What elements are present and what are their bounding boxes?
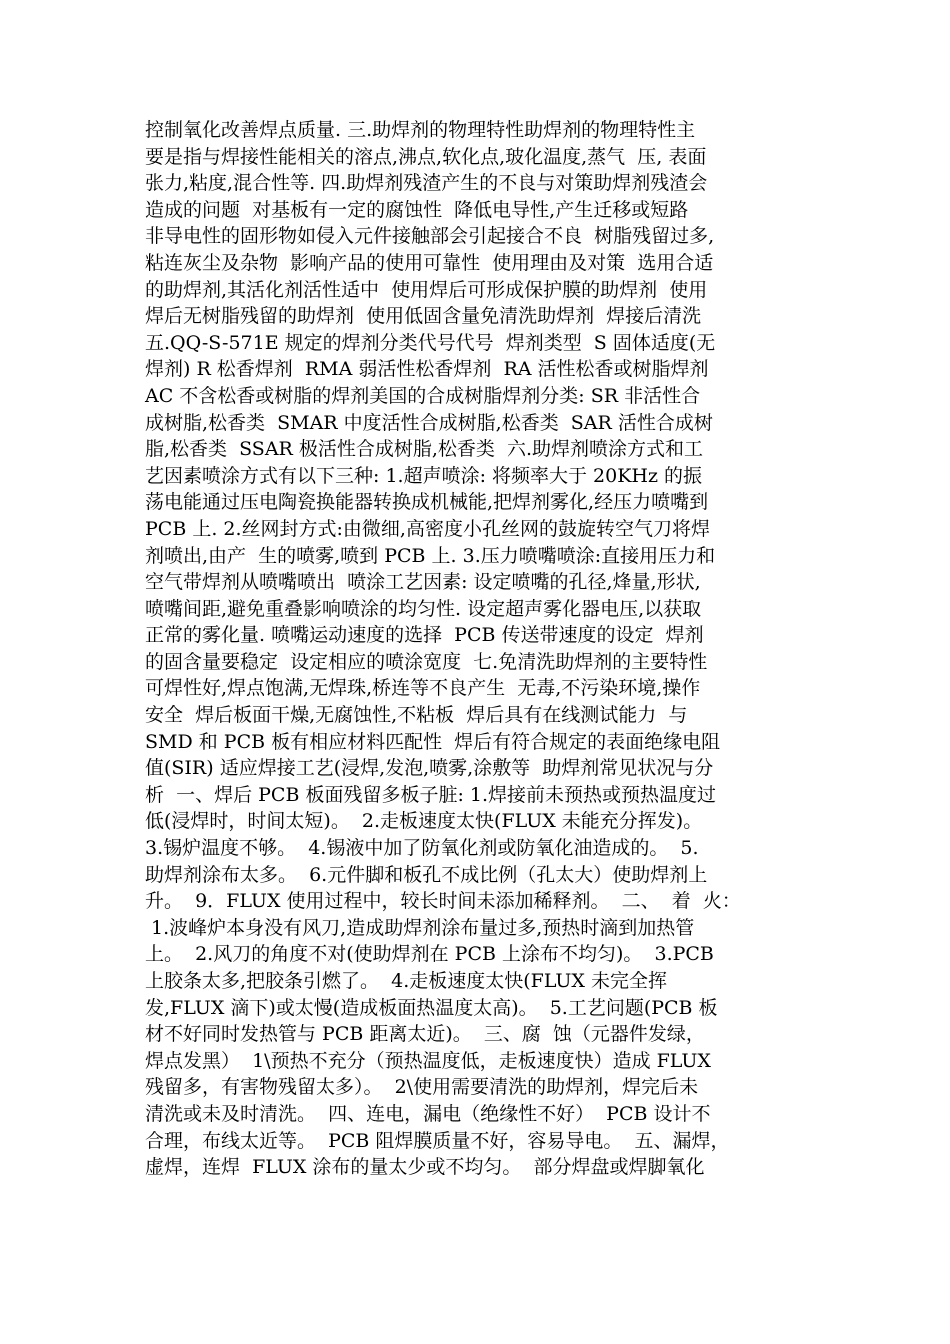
text-line: 助焊剂涂布太多。 6.元件脚和板孔不成比例（孔太大）使助焊剂上	[145, 863, 708, 886]
text-line: 发,FLUX 滴下)或太慢(造成板面热温度太高)。 5.工艺问题(PCB 板	[145, 996, 718, 1019]
text-line: 上。 2.风刀的角度不对(使助焊剂在 PCB 上涂布不均匀)。 3.PCB	[145, 943, 714, 966]
text-line: 正常的雾化量. 喷嘴运动速度的选择 PCB 传送带速度的设定 焊剂	[145, 624, 704, 647]
text-line: 3.锡炉温度不够。 4.锡液中加了防氧化剂或防氧化油造成的。 5.	[145, 837, 699, 860]
text-line: 的固含量要稳定 设定相应的喷涂宽度 七.免清洗助焊剂的主要特性	[145, 650, 708, 673]
text-line: AC 不含松香或树脂的焊剂美国的合成树脂焊剂分类: SR 非活性合	[145, 384, 701, 407]
text-line: 空气带焊剂从喷嘴喷出 喷涂工艺因素: 设定喷嘴的孔径,烽量,形状,	[145, 571, 701, 594]
text-line: 喷嘴间距,避免重叠影响喷涂的均匀性. 设定超声雾化器电压,以获取	[145, 597, 702, 620]
text-line: 焊剂) R 松香焊剂 RMA 弱活性松香焊剂 RA 活性松香或树脂焊剂	[145, 358, 709, 381]
text-line: 非导电性的固形物如侵入元件接触部会引起接合不良 树脂残留过多,	[145, 225, 715, 248]
text-line: 值(SIR) 适应焊接工艺(浸焊,发泡,喷雾,涂敷等 助焊剂常见状况与分	[145, 757, 714, 780]
document-body	[145, 117, 807, 1181]
text-line: 升。 9．FLUX 使用过程中，较长时间未添加稀释剂。 二、 着 火：	[145, 890, 741, 913]
text-line: 可焊性好,焊点饱满,无焊珠,桥连等不良产生 无毒,不污染环境,操作	[145, 677, 701, 700]
text-line: 材不好同时发热管与 PCB 距离太近)。 三、腐 蚀（元器件发绿，	[145, 1023, 705, 1046]
text-line: 的助焊剂,其活化剂活性适中 使用焊后可形成保护膜的助焊剂 使用	[145, 278, 708, 301]
text-line: 残留多，有害物残留太多）。 2\使用需要清洗的助焊剂，焊完后未	[145, 1076, 699, 1099]
text-line: 合理，布线太近等。 PCB 阻焊膜质量不好，容易导电。 五、漏焊，	[145, 1129, 730, 1152]
text-line: 安全 焊后板面干燥,无腐蚀性,不粘板 焊后具有在线测试能力 与	[145, 704, 688, 727]
text-line: 荡电能通过压电陶瓷换能器转换成机械能,把焊剂雾化,经压力喷嘴到	[145, 491, 709, 514]
text-line: 五.QQ-S-571E 规定的焊剂分类代号代号 焊剂类型 S 固体适度(无	[145, 331, 716, 354]
text-line: 低(浸焊时，时间太短)。 2.走板速度太快(FLUX 未能充分挥发)。	[145, 810, 703, 833]
text-line: 造成的问题 对基板有一定的腐蚀性 降低电导性,产生迁移或短路	[145, 198, 689, 221]
text-line: 1.波峰炉本身没有风刀,造成助焊剂涂布量过多,预热时滴到加热管	[145, 916, 695, 939]
text-line: 焊后无树脂残留的助焊剂 使用低固含量免清洗助焊剂 焊接后清洗	[145, 305, 702, 328]
text-line: 虚焊，连焊 FLUX 涂布的量太少或不均匀。 部分焊盘或焊脚氧化	[145, 1156, 705, 1179]
text-line: 控制氧化改善焊点质量. 三.助焊剂的物理特性助焊剂的物理特性主	[145, 119, 696, 141]
text-line: 焊点发黑） 1\预热不充分（预热温度低，走板速度快）造成 FLUX	[145, 1049, 711, 1072]
text-line: 上胶条太多,把胶条引燃了。 4.走板速度太快(FLUX 未完全挥	[145, 970, 668, 992]
text-line: 析 一、焊后 PCB 板面残留多板子脏: 1.焊接前未预热或预热温度过	[145, 783, 717, 806]
text-line: 剂喷出,由产 生的喷雾,喷到 PCB 上. 3.压力喷嘴喷涂:直接用压力和	[145, 544, 716, 567]
text-line: 艺因素喷涂方式有以下三种: 1.超声喷涂: 将频率大于 20KHz 的振	[145, 464, 703, 487]
text-line: 粘连灰尘及杂物 影响产品的使用可靠性 使用理由及对策 选用合适	[145, 251, 714, 274]
text-line: 清洗或未及时清洗。 四、连电，漏电（绝缘性不好） PCB 设计不	[145, 1102, 711, 1125]
text-line: PCB 上. 2.丝网封方式:由微细,高密度小孔丝网的鼓旋转空气刀将焊	[145, 517, 710, 540]
text-line: 要是指与焊接性能相关的溶点,沸点,软化点,玻化温度,蒸气 压, 表面	[145, 145, 707, 168]
text-line: 成树脂,松香类 SMAR 中度活性合成树脂,松香类 SAR 活性合成树	[145, 411, 713, 434]
text-line: 张力,粘度,混合性等. 四.助焊剂残渣产生的不良与对策助焊剂残渣会	[145, 172, 708, 195]
text-line: 脂,松香类 SSAR 极活性合成树脂,松香类 六.助焊剂喷涂方式和工	[145, 438, 704, 461]
text-line: SMD 和 PCB 板有相应材料匹配性 焊后有符合规定的表面绝缘电阻	[145, 730, 721, 753]
